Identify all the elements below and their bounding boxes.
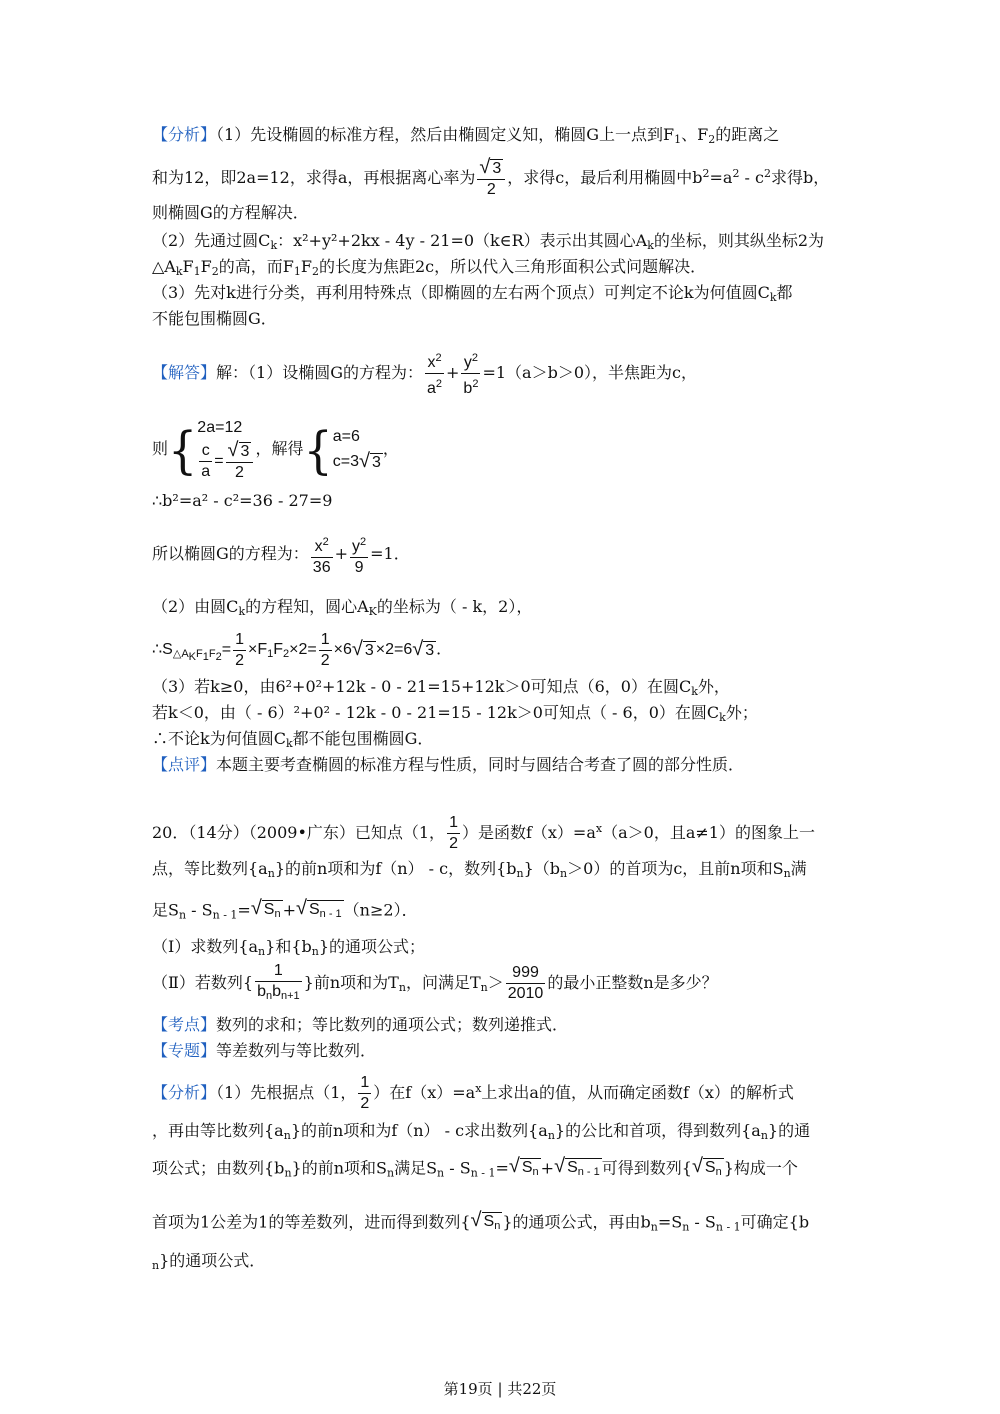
comment-line: 【点评】本题主要考查椭圆的标准方程与性质，同时与圆结合考查了圆的部分性质．	[152, 755, 745, 774]
solution-line-7: （3）若k≥0，由6²+0²+12k - 0 - 21=15+12k＞0可知点（6，0）在圆$C_k$外，	[152, 677, 730, 698]
page-total: 共22页	[507, 1380, 557, 1398]
analysis-line-6: （3）先对k进行分类，再利用特殊点（即椭圆的左右两个顶点）可判定不论k为何值圆$C_k$都	[152, 283, 793, 304]
q20-part-2: （Ⅱ）若数列{ $\frac{1}{b_nb_{n+1}}$ }前n项和为$T_n$，问满足$T_n>$ $\frac{999}{2010}$ 的最小正整数n是多少？	[152, 962, 718, 1002]
comment-tag: 【点评】	[152, 755, 217, 774]
solution-line-2: 则{ 2a=12 $\frac{c}{a}$ = $\frac{√ 3}{2}$ ，解得{ a=6 c=3√ 3 ，	[152, 410, 850, 488]
q20-analysis-line-5: $_n$}的通项公式．	[152, 1251, 266, 1272]
analysis-line-2: 和为12，即2a=12，求得a，再根据离心率为 $\frac{√ 3}{2}$ ，求得c，最后利用椭圆中$b^2=a^2 - c^2$求得b，	[152, 156, 830, 198]
q20-analysis-line-1: 【分析】（1）先根据点（1， $\frac{1}{2}$ ）在$f(x)=a^x$上求出a的值，从而确定函数f（x）的解析式	[152, 1074, 794, 1112]
q20-line-2: 点，等比数列$\{a_n\}$的前n项和为f（n） - c，数列$\{b_n\}(b_n>0)$的首项为c，且前n项和$S_n$满	[152, 859, 807, 880]
equation-system-2: a=6 c=3√ 3	[332, 427, 381, 472]
q20-part-1: （Ⅰ）求数列$\{a_n\}$和$\{b_n\}$的通项公式；	[152, 937, 426, 958]
zhuanti-tag: 【专题】	[152, 1041, 217, 1060]
zhuanti-line: 【专题】等差数列与等比数列．	[152, 1041, 377, 1060]
analysis-line-4: （2）先通过圆$C_k$：x²+y²+2kx - 4y - 21=0（k∈R）表示出其圆心$A_k$的坐标，则其纵坐标2为	[152, 231, 825, 252]
page-footer	[0, 1378, 1000, 1399]
solution-line-4: 所以椭圆G的方程为： $\frac{x^2}{36}$ + $\frac{y^2}{9}$ =1．	[152, 530, 850, 578]
q20-analysis-line-4: 首项为1公差为1的等差数列，进而得到数列{√ $S_n$ }的通项公式，再由$b_n=S_n - S_{n - 1}$可确定{b	[152, 1209, 810, 1234]
solution-line-1: 【解答】解：（1）设椭圆G的方程为： $\frac{x^2}{a^2}$ + $\frac{y^2}{b^2}$ =1（a＞b＞0），半焦距为c，	[152, 348, 850, 396]
eccentricity-fraction: $\frac{√ 3}{2}$	[477, 157, 505, 200]
q20-analysis-tag: 【分析】	[152, 1083, 217, 1102]
analysis-line-7: 不能包围椭圆G．	[152, 309, 277, 328]
analysis-tag: 【分析】	[152, 125, 217, 144]
q20-line-3: 足$S_n - S_{n - 1}=√$ $S_n$ +√ $S_{n - 1}$ （n≥2）．	[152, 897, 418, 922]
solution-line-3: ∴b²=a² - c²=36 - 27=9	[152, 491, 333, 510]
q20-analysis-line-3: 项公式；由数列$\{b_n\}$的前n项和$S_n$满足$S_n - S_{n - 1}=√$ $S_n$ +√ $S_{n - 1}$ 可得到数列{√ $S_n$ }构成一个	[152, 1155, 798, 1180]
footer-separator: |	[497, 1380, 503, 1398]
analysis-line-5: $\triangle A_kF_1F_2$的高，而$F_1F_2$的长度为焦距2c，所以代入三角形面积公式问题解决．	[152, 257, 707, 278]
solution-line-6: $\therefore S_{\triangle A_KF_1F_2}=$ $\frac{1}{2}$ $\times F_1F_2\times 2=$ $\frac{1}{2}$ ×6√ 3 ×2=6√ 3 ．	[152, 630, 453, 669]
analysis-line-1: 【分析】（1）先设椭圆的标准方程，然后由椭圆定义知，椭圆G上一点到$F_1$、$F_2$的距离之	[152, 125, 780, 146]
solution-line-8: 若k＜0，由（ - 6）²+0² - 12k - 0 - 21=15 - 12k＞0可知点（ - 6，0）在圆$C_k$外；	[152, 703, 758, 724]
equation-system-1: 2a=12 $\frac{c}{a}$ = $\frac{√ 3}{2}$	[197, 416, 255, 483]
q20-line-1: 20．（14分）（2009•广东）已知点（1， $\frac{1}{2}$ ）是函数$f(x)=a^x(a>0$，且a≠1）的图象上一	[152, 814, 815, 852]
solution-line-9: ∴不论k为何值圆$C_k$都不能包围椭圆G．	[152, 729, 434, 750]
kaodian-line: 【考点】数列的求和；等比数列的通项公式；数列递推式．	[152, 1015, 569, 1034]
kaodian-tag: 【考点】	[152, 1015, 217, 1034]
q20-analysis-line-2: ，再由等比数列$\{a_n\}$的前n项和为f（n） - c求出数列$\{a_n\}$的公比和首项，得到数列$\{a_n\}$的通	[152, 1121, 811, 1142]
page-number: 第19页	[443, 1380, 493, 1398]
solution-line-5: （2）由圆$C_k$的方程知，圆心$A_K$的坐标为（ - k，2），	[152, 597, 533, 618]
solution-tag: 【解答】	[152, 363, 217, 382]
analysis-line-3: 则椭圆G的方程解决．	[152, 203, 309, 222]
